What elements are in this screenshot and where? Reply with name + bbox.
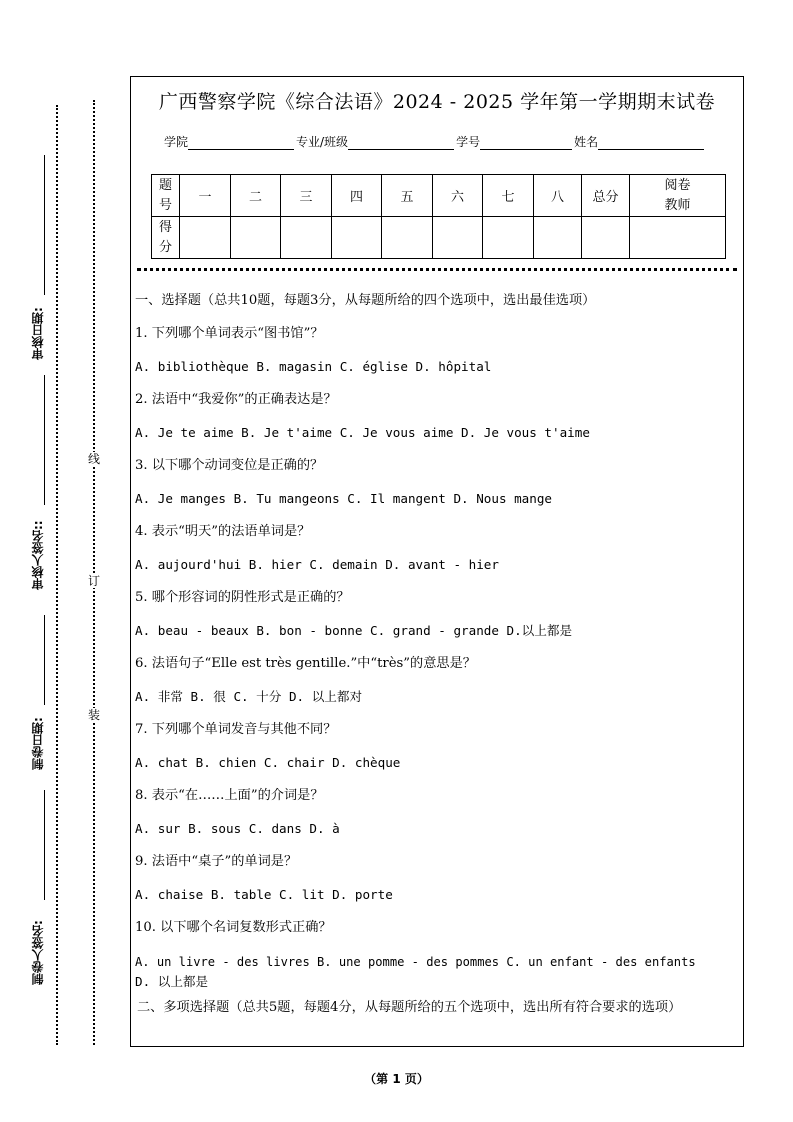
col-3: 三 — [281, 175, 332, 217]
student-id-field[interactable] — [480, 137, 572, 150]
col-6: 六 — [433, 175, 483, 217]
section2-heading: 二、多项选择题（总共5题，每题4分，从每题所给的五个选项中，选出所有符合要求的选项） — [137, 1000, 682, 1015]
score-cell[interactable] — [534, 217, 582, 259]
question-9-options: A. chaise B. table C. lit D. porte — [135, 887, 393, 902]
score-cell[interactable] — [332, 217, 382, 259]
binding-bind-char: 装 — [87, 708, 100, 722]
student-id-label: 学号 — [456, 135, 481, 149]
question-3-options: A. Je manges B. Tu mangeons C. Il mangent D. Nous mange — [135, 491, 553, 506]
question-1-options: A. bibliothèque B. magasin C. église D. hôpital — [135, 359, 492, 374]
maker-sign-label: 制卷人签名: — [31, 920, 45, 985]
question-9: 9. 法语中“桌子”的单词是？ — [135, 854, 298, 869]
name-label: 姓名 — [574, 135, 599, 149]
question-8-options: A. sur B. sous C. dans D. à — [135, 821, 340, 836]
maker-date-label: 制卷日期: — [31, 717, 45, 770]
reviewer-date-label: 审核日期: — [31, 307, 45, 360]
col-2: 二 — [231, 175, 281, 217]
exam-frame — [130, 76, 744, 1047]
reviewer-sign-label: 审核人签名:: — [31, 520, 45, 590]
reviewer-date-line — [44, 155, 45, 295]
col-5: 五 — [382, 175, 433, 217]
question-10-options: A. un livre - des livres B. une pomme - des pommes C. un enfant - des enfants — [135, 955, 696, 969]
question-10-options-cont: D. 以上都是 — [135, 974, 209, 989]
question-2-options: A. Je te aime B. Je t'aime C. Je vous aime D. Je vous t'aime — [135, 425, 590, 440]
binding-dotted-line — [93, 100, 95, 1045]
score-cell[interactable] — [281, 217, 332, 259]
grader-head: 阅卷 教师 — [630, 175, 726, 217]
name-field[interactable] — [598, 137, 704, 150]
col-7: 七 — [483, 175, 534, 217]
question-number-head: 题 号 — [152, 175, 180, 217]
page-number: （第 1 页） — [364, 1072, 429, 1086]
col-total: 总分 — [582, 175, 630, 217]
reviewer-sign-line — [44, 375, 45, 505]
col-8: 八 — [534, 175, 582, 217]
score-table-score-row — [152, 217, 726, 259]
question-6: 6. 法语句子“Elle est très gentille.”中“très”的意思是？ — [135, 656, 476, 671]
left-dotted-line — [56, 105, 58, 1045]
question-5: 5. 哪个形容词的阴性形式是正确的？ — [135, 590, 350, 605]
major-label: 专业/班级 — [296, 135, 349, 149]
score-cell[interactable] — [433, 217, 483, 259]
total-score-cell[interactable] — [582, 217, 630, 259]
section1-heading: 一、选择题（总共10题，每题3分，从每题所给的四个选项中，选出最佳选项） — [135, 293, 596, 308]
question-5-options: A. beau - beaux B. bon - bonne C. grand - grande D.以上都是 — [135, 623, 573, 638]
question-2: 2. 法语中“我爱你”的正确表达是？ — [135, 392, 337, 407]
question-3: 3. 以下哪个动词变位是正确的？ — [135, 458, 324, 473]
question-1: 1. 下列哪个单词表示“图书馆”？ — [135, 326, 324, 341]
exam-title: 广西警察学院《综合法语》2024 - 2025 学年第一学期期末试卷 — [158, 91, 716, 113]
maker-date-line — [44, 615, 45, 705]
score-table-header-row — [152, 175, 726, 217]
college-field[interactable] — [188, 137, 294, 150]
header-separator — [137, 268, 737, 271]
col-1: 一 — [180, 175, 231, 217]
score-head: 得 分 — [152, 217, 180, 259]
question-7: 7. 下列哪个单词发音与其他不同？ — [135, 722, 337, 737]
binding-staple-char: 订 — [87, 574, 100, 588]
score-cell[interactable] — [231, 217, 281, 259]
question-4-options: A. aujourd'hui B. hier C. demain D. avant - hier — [135, 557, 499, 572]
exam-content — [135, 284, 739, 1031]
college-label: 学院 — [164, 135, 189, 149]
binding-cut-char: 线 — [87, 452, 100, 466]
grader-cell[interactable] — [630, 217, 726, 259]
major-field[interactable] — [348, 137, 454, 150]
student-info-row — [164, 133, 706, 150]
question-7-options: A. chat B. chien C. chair D. chèque — [135, 755, 401, 770]
question-8: 8. 表示“在……上面”的介词是？ — [135, 788, 324, 803]
maker-sign-line — [44, 790, 45, 900]
score-cell[interactable] — [180, 217, 231, 259]
question-10: 10. 以下哪个名词复数形式正确？ — [135, 920, 332, 935]
question-4: 4. 表示“明天”的法语单词是？ — [135, 524, 311, 539]
score-table — [151, 174, 726, 259]
question-6-options: A. 非常 B. 很 C. 十分 D. 以上都对 — [135, 689, 363, 704]
col-4: 四 — [332, 175, 382, 217]
score-cell[interactable] — [382, 217, 433, 259]
score-cell[interactable] — [483, 217, 534, 259]
